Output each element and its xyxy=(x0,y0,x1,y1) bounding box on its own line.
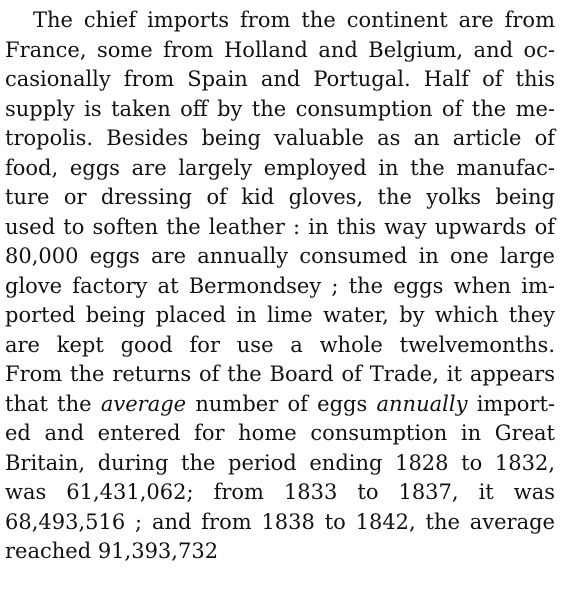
text-line: glove factory at Bermondsey ; the eggs when im- xyxy=(5,273,555,298)
text-line: The chief imports from the continent are from xyxy=(33,8,555,32)
text-line: food, eggs are largely employed in the manufac- xyxy=(5,155,555,180)
text-line: Britain, during the period ending 1828 to 1832, xyxy=(5,450,555,475)
text-segment: number of eggs xyxy=(186,391,377,416)
emphasis-annually: annually xyxy=(376,391,468,416)
text-line: casionally from Spain and Portugal. Half of this xyxy=(5,67,555,91)
text-line: used to soften the leather : in this way upwards of xyxy=(5,214,555,239)
text-line: tropolis. Besides being valuable as an article of xyxy=(5,126,555,150)
text-line: reached 91,393,732 xyxy=(5,539,219,563)
text-line: From the returns of the Board of Trade, it appears xyxy=(5,362,555,386)
text-line: France, some from Holland and Belgium, and oc- xyxy=(5,37,555,62)
paragraph xyxy=(5,6,555,567)
text-line: supply is taken off by the consumption of the me- xyxy=(5,96,555,121)
text-line: 80,000 eggs are annually consumed in one large xyxy=(5,244,555,268)
text-line: ture or dressing of kid gloves, the yolks being xyxy=(5,185,555,209)
emphasis-average: average xyxy=(100,391,187,416)
text-segment: import- xyxy=(467,391,555,416)
text-line: was 61,431,062; from 1833 to 1837, it was xyxy=(5,480,555,504)
text-line-with-emphasis xyxy=(5,390,555,420)
text-line: ed and entered for home consumption in Great xyxy=(5,421,555,445)
text-line: 68,493,516 ; and from 1838 to 1842, the average xyxy=(5,509,555,534)
text-segment: that the xyxy=(5,391,101,416)
text-line: ported being placed in lime water, by which they xyxy=(5,303,555,327)
text-line: are kept good for use a whole twelvemonths. xyxy=(5,332,555,357)
